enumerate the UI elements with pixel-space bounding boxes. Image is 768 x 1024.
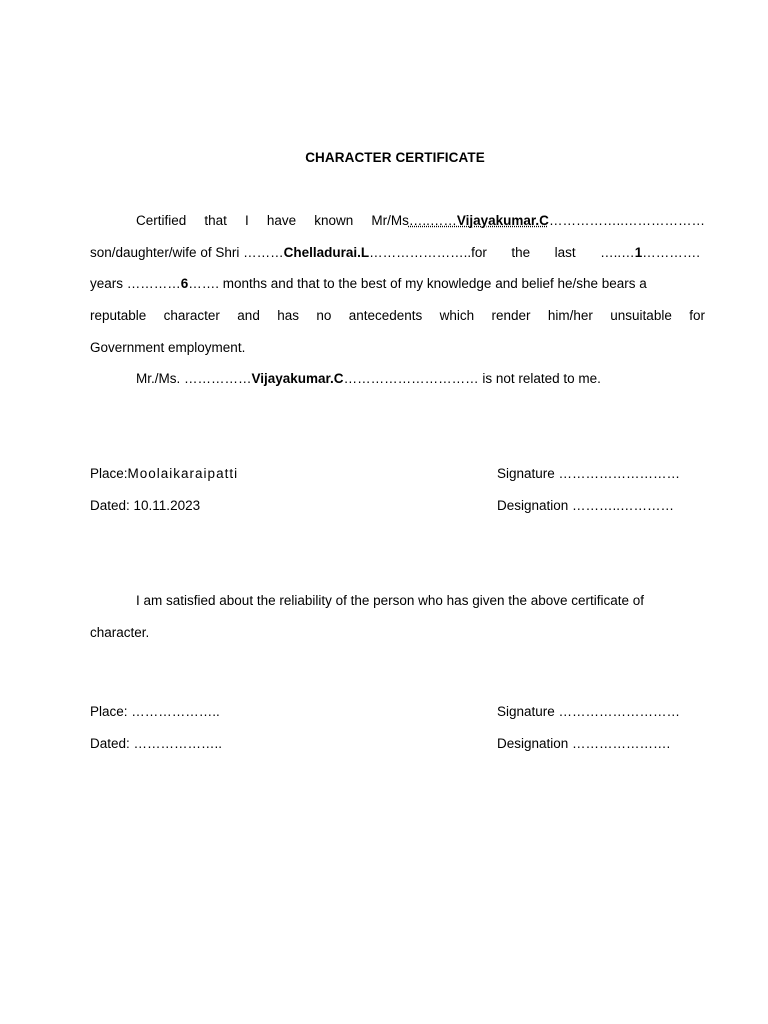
signature-field-2: Signature ………………………	[497, 704, 681, 719]
word: reputable	[90, 308, 147, 323]
years-segment: …..…1………….	[600, 245, 700, 260]
paragraph1-line4	[90, 308, 705, 323]
paragraph1-line3: years …………6……. months and that to the best of my knowledge and belief he/she bears a	[90, 276, 647, 291]
paragraph1-line2	[90, 245, 700, 260]
word: character	[163, 308, 220, 323]
word: has	[277, 308, 299, 323]
paragraph2: Mr./Ms. ……………Vijayakumar.C………………………… is not related to me.	[136, 371, 601, 386]
word: unsuitable	[610, 308, 672, 323]
word: have	[266, 213, 297, 228]
word: antecedents	[348, 308, 423, 323]
father-name: Chelladurai.L	[283, 245, 370, 260]
designation-field: Designation ………..…………	[497, 498, 675, 513]
word: him/her	[547, 308, 593, 323]
signature-field: Signature ………………………	[497, 466, 681, 481]
paragraph1-line5: Government employment.	[90, 340, 246, 355]
word: known	[314, 213, 354, 228]
known-person-segment: Mr/Ms…..……Vijayakumar.C……………..………………	[371, 213, 705, 228]
dated-field	[90, 498, 200, 513]
years-value: 1	[634, 245, 643, 260]
word: which	[439, 308, 475, 323]
word: render	[491, 308, 531, 323]
place-value: Moolaikaraipatti	[127, 466, 239, 481]
word: and	[237, 308, 260, 323]
word: Certified	[136, 213, 187, 228]
paragraph3-line2: character.	[90, 625, 150, 640]
designation-field-2: Designation ………………….	[497, 736, 671, 751]
word: I	[245, 213, 249, 228]
dots: ……………..………………	[548, 213, 705, 228]
dated-field-2: Dated: ………………..	[90, 736, 223, 751]
word: for	[689, 308, 705, 323]
place-label: Place:	[90, 466, 128, 481]
months-value: 6	[180, 276, 189, 291]
word: that	[204, 213, 227, 228]
father-segment: son/daughter/wife of Shri ………Chelladurai.L…………………..for	[90, 245, 487, 260]
dated-label: Dated:	[90, 498, 134, 513]
word: last	[554, 245, 576, 260]
dots: …..……	[408, 213, 457, 228]
place-field-2: Place: ………………..	[90, 704, 220, 719]
word: the	[511, 245, 531, 260]
person-name: Vijayakumar.C	[251, 371, 344, 386]
word: no	[316, 308, 332, 323]
paragraph3-line1: I am satisfied about the reliability of the person who has given the above certificate of	[136, 593, 645, 608]
paragraph1-line1	[90, 213, 705, 228]
certificate-title: CHARACTER CERTIFICATE	[305, 150, 485, 165]
dated-value: 10.11.2023	[133, 498, 201, 513]
person-name: Vijayakumar.C	[456, 213, 549, 228]
place-field	[90, 466, 238, 481]
